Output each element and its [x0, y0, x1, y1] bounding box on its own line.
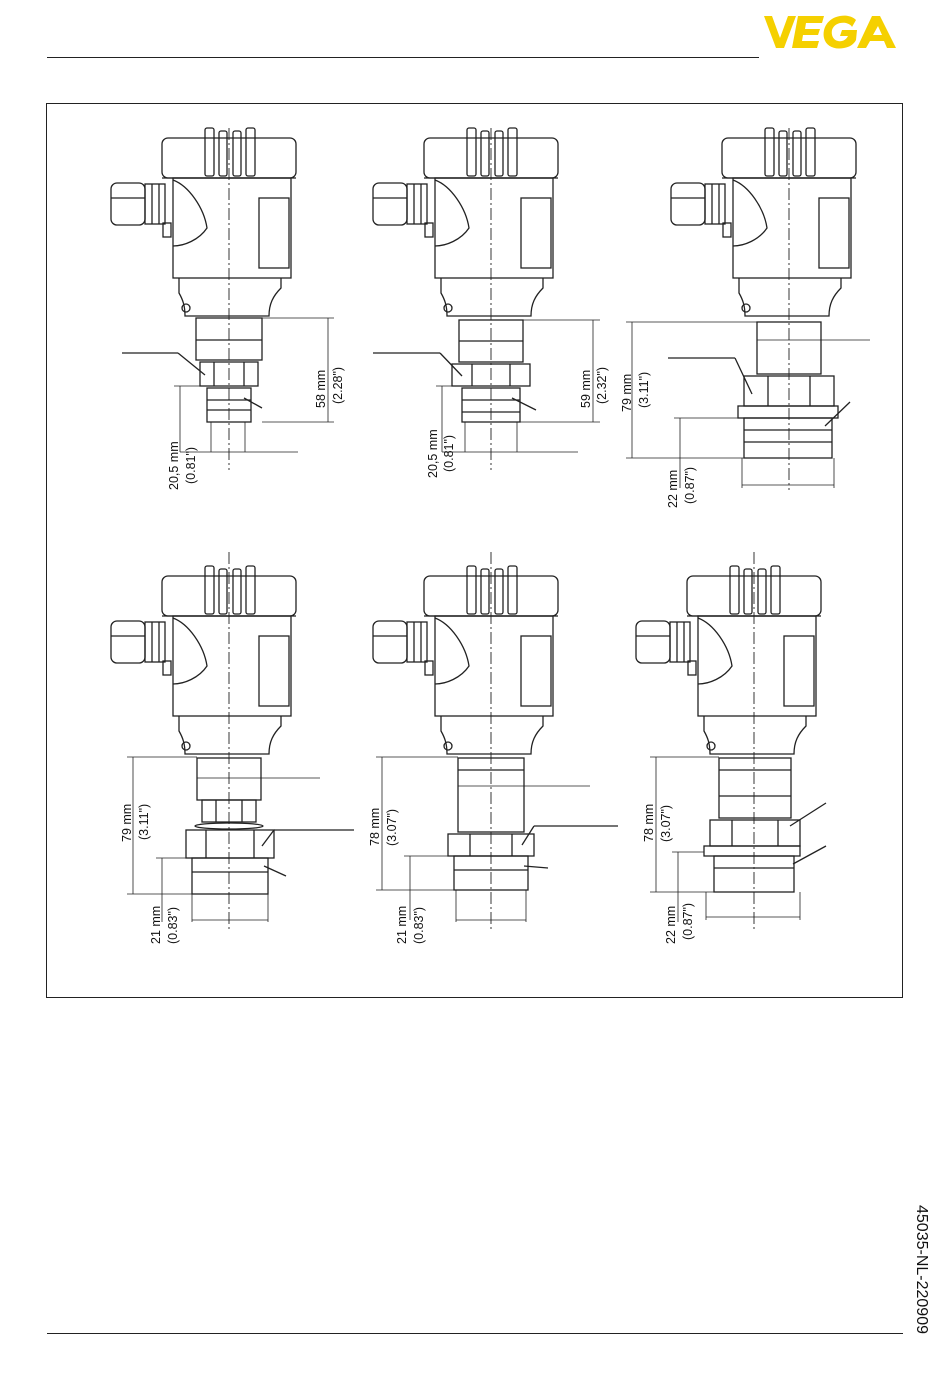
dim-bottom-left-inch2: (0.83"): [166, 906, 180, 944]
drawing-bottom-right: [636, 552, 826, 930]
drawing-bottom-left: [111, 552, 354, 930]
dim-bottom-left-inch: (3.11"): [137, 803, 151, 840]
dim-bottom-middle-mm: 78 mm: [368, 807, 382, 846]
footer-rule: [47, 1333, 903, 1334]
drawing-top-middle: [373, 128, 600, 470]
dim-bottom-right-inch2: (0.87"): [681, 902, 695, 940]
dim-bottom-left-mm: 79 mm: [120, 803, 134, 842]
dim-bottom-right-mm: 78 mm: [642, 803, 656, 842]
dim-top-middle-inch: (2.32"): [595, 366, 609, 404]
dim-top-right-inch: (3.11"): [637, 371, 651, 408]
dim-top-middle-mm: 59 mm: [579, 369, 593, 408]
dim-top-left-inch: (2.28"): [331, 366, 345, 404]
document-id-text: 45035-NL-220909: [913, 1205, 930, 1334]
dim-bottom-middle-inch: (3.07"): [385, 808, 399, 846]
dim-bottom-middle-mm2: 21 mm: [395, 905, 409, 944]
dim-top-right-mm2: 22 mm: [666, 469, 680, 508]
document-id: [895, 1205, 949, 1345]
drawing-top-right: [626, 128, 870, 490]
dim-top-left-inch2: (0.81"): [184, 446, 198, 484]
dim-bottom-right-mm2: 22 mm: [664, 905, 678, 944]
drawing-top-left: [111, 128, 334, 470]
dim-bottom-left-mm2: 21 mm: [149, 905, 163, 944]
drawing-bottom-middle: [373, 552, 618, 930]
dim-bottom-right-inch: (3.07"): [659, 804, 673, 842]
dim-top-right-mm: 79 mm: [620, 373, 634, 412]
dim-bottom-middle-inch2: (0.83"): [412, 906, 426, 944]
dim-top-middle-mm2: 20,5 mm: [426, 429, 440, 478]
dim-top-left-mm: 58 mm: [314, 369, 328, 408]
dim-top-right-inch2: (0.87"): [683, 466, 697, 504]
dim-top-left-mm2: 20,5 mm: [167, 441, 181, 490]
dim-top-middle-inch2: (0.81"): [442, 434, 456, 472]
